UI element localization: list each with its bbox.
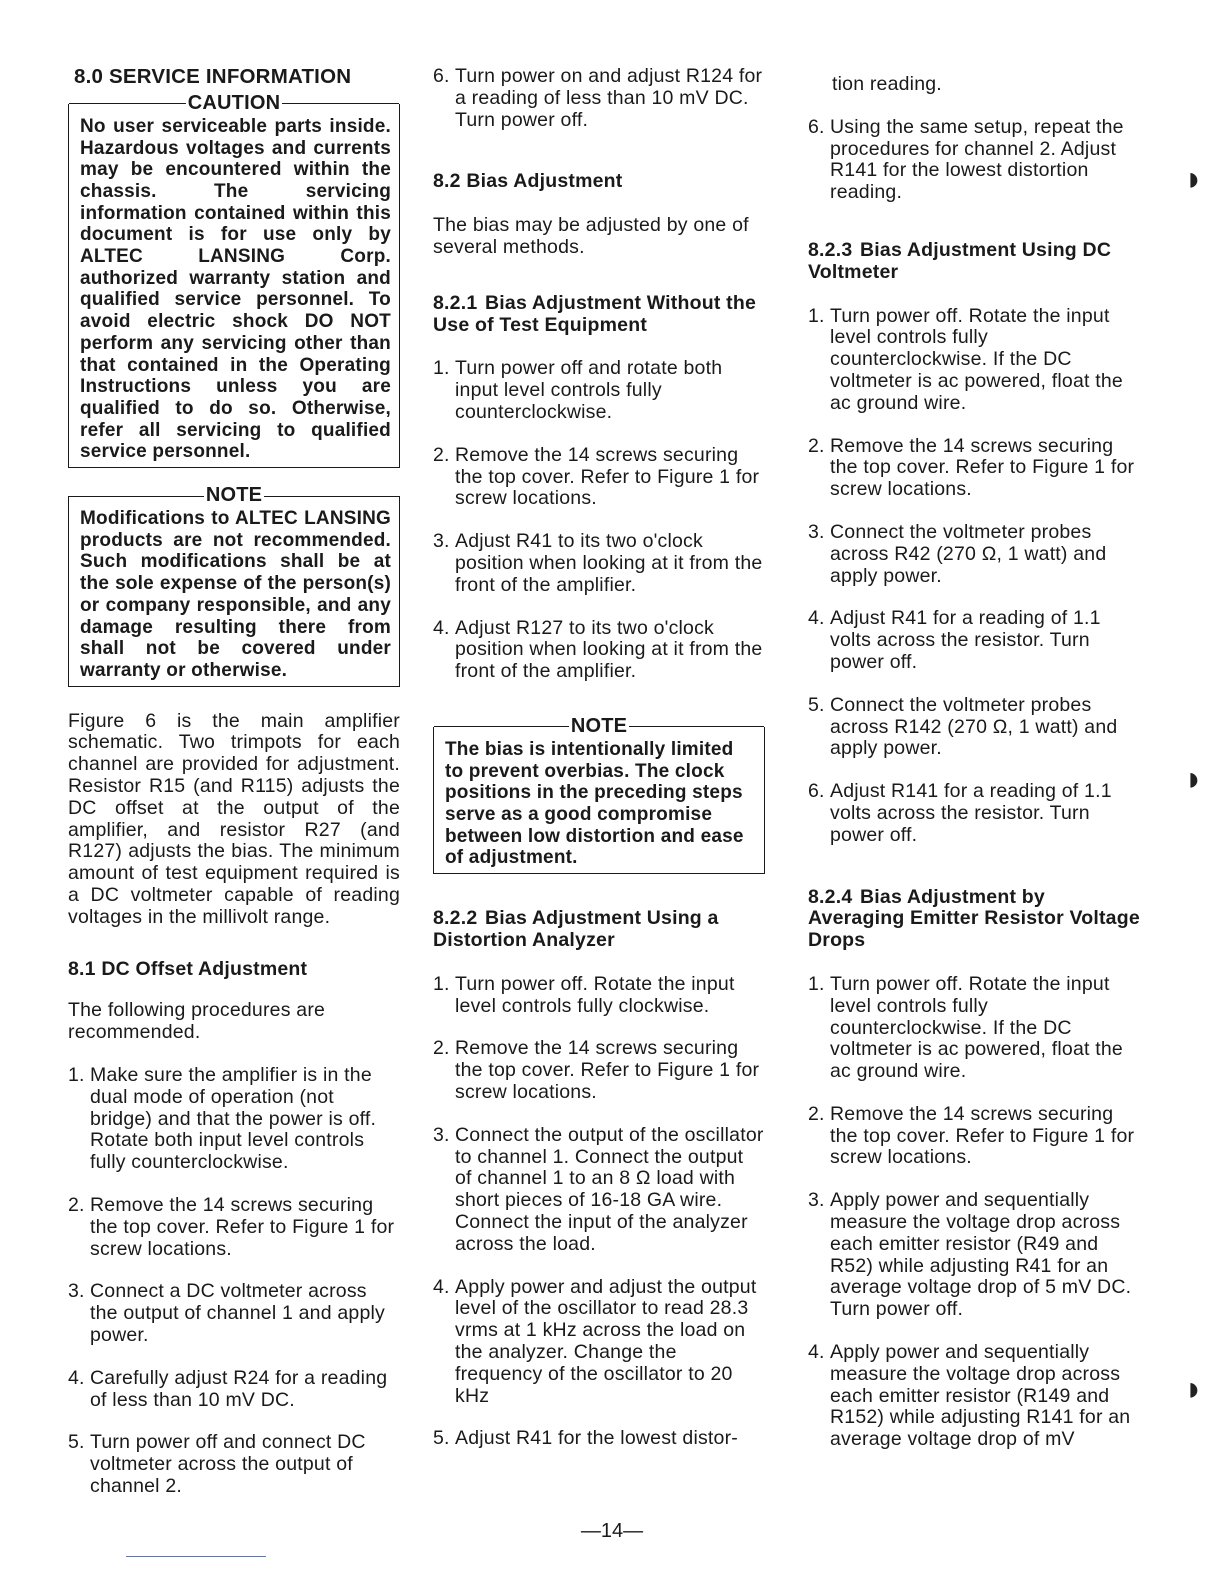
note-caption [434, 716, 764, 738]
step-text: Turn power off. Rotate the input level controls fully clockwise. [455, 972, 735, 1017]
section-heading-text: DC Offset Adjustment [101, 957, 308, 980]
step-number: 3. [808, 1189, 825, 1212]
note-text: Modifications to ALTEC LANSING products are not recommended. Such modifications shall be at the sole expense of the person(s) or company responsible, and any damage resulting there from shall not be covered under warranty or otherwise. [80, 508, 391, 681]
section-8-2-3-heading [808, 240, 1140, 284]
step-number: 6. [433, 65, 450, 87]
step-text: Adjust R41 for the lowest distor- [455, 1427, 738, 1450]
section-8-2-heading [433, 171, 765, 193]
section-number: 8.2.1 [433, 291, 478, 314]
list-item [808, 695, 1140, 760]
list-item [808, 608, 1140, 673]
step-number: 2. [68, 1194, 85, 1217]
step-number: 2. [808, 434, 825, 457]
list-item [68, 1065, 400, 1174]
step-number: 4. [808, 607, 825, 630]
page-number: —14— [580, 1520, 644, 1542]
list-item [808, 781, 1140, 846]
step-text: Connect a DC voltmeter across the output of channel 1 and apply power. [90, 1280, 385, 1346]
step-text: Adjust R141 for a reading of 1.1 volts across the resistor. Turn power off. [830, 780, 1112, 846]
list-item [433, 1277, 765, 1408]
list-item [808, 974, 1140, 1083]
section-number: 8.2.2 [433, 907, 478, 930]
step-text: Adjust R41 to its two o'clock position when looking at it from the front of the amplifier. [455, 530, 763, 596]
step-text: Turn power off and rotate both input level controls fully counterclockwise. [455, 357, 723, 423]
step-number: 3. [433, 1123, 450, 1146]
list-item [68, 1281, 400, 1346]
step-number: 1. [808, 972, 825, 995]
step-number: 5. [433, 1427, 450, 1450]
step-text: Remove the 14 screws securing the top cover. Refer to Figure 1 for screw locations. [455, 443, 760, 510]
step-number: 3. [808, 520, 825, 543]
step-text: Adjust R41 for a reading of 1.1 volts across the resistor. Turn power off. [830, 607, 1101, 673]
step-text: Remove the 14 screws securing the top cover. Refer to Figure 1 for screw locations. [830, 1102, 1135, 1169]
section-8-2-3-steps [808, 306, 1140, 847]
step-text: Turn power off. Rotate the input level controls fully counterclockwise. If the DC voltmeter is ac powered, float the ac ground wire. [830, 304, 1123, 414]
step-number: 6. [808, 780, 825, 803]
step-number: 2. [808, 1102, 825, 1125]
column-1 [68, 66, 400, 1519]
step-number: 5. [68, 1431, 85, 1454]
section-8-2-1-heading [433, 293, 765, 337]
list-item [808, 436, 1140, 501]
list-item [433, 445, 765, 510]
step-text: Apply power and adjust the output level of the oscillator to read 28.3 vrms at 1 kHz across the load on the analyzer. Change the frequency of the oscillator to 20 kHz [455, 1275, 757, 1407]
step-text: Remove the 14 screws securing the top cover. Refer to Figure 1 for screw locations. [90, 1194, 395, 1260]
step-number: 3. [433, 530, 450, 553]
note-box [68, 484, 400, 687]
continued-text: tion reading. [832, 73, 942, 95]
step-number: 6. [808, 115, 825, 138]
list-item [808, 1342, 1140, 1451]
section-8-2-2-heading [433, 908, 765, 952]
step-number: 1. [68, 1064, 85, 1087]
list-item [433, 974, 765, 1018]
step-text: Apply power and sequentially measure the voltage drop across each emitter resistor (R149 and R152) while adjusting R141 for an average voltage drop of mV [830, 1341, 1131, 1451]
step-number: 2. [433, 443, 450, 466]
step-text: Remove the 14 screws securing the top cover. Refer to Figure 1 for screw locations. [455, 1037, 760, 1103]
caution-caption [69, 93, 399, 115]
step-text: Connect the voltmeter probes across R42 (270 Ω, 1 watt) and apply power. [830, 520, 1107, 587]
column-2 [433, 66, 765, 1471]
step-number: 1. [433, 972, 450, 995]
step-text: Connect the output of the oscillator to channel 1. Connect the output of channel 1 to an 8 Ω load with short pieces of 16-18 GA wire. Connect the input of the analyzer across the load. [455, 1123, 764, 1255]
step-text: Remove the 14 screws securing the top cover. Refer to Figure 1 for screw locations. [830, 434, 1135, 501]
step-text: Adjust R127 to its two o'clock position when looking at it from the front of the amplifier. [455, 616, 763, 683]
step-text: Carefully adjust R24 for a reading of less than 10 mV DC. [90, 1366, 388, 1411]
list-item [433, 1038, 765, 1103]
list-item [808, 1104, 1140, 1169]
section-number: 8.2.3 [808, 238, 853, 261]
step-text: Apply power and sequentially measure the voltage drop across each emitter resistor (R49 and R52) while adjusting R41 for an average voltage drop of 5 mV DC. Turn power off. [830, 1189, 1132, 1321]
list-item [433, 531, 765, 596]
section-heading-text: Bias Adjustment Without the Use of Test Equipment [433, 291, 756, 336]
section-8-1-intro: The following procedures are recommended. [68, 999, 326, 1044]
section-8-1-steps [68, 1065, 400, 1498]
section-8-2-4-heading [808, 887, 1140, 952]
list-item [808, 1190, 1140, 1321]
list-item [68, 1195, 400, 1260]
list-item [433, 66, 765, 131]
section-heading-text: Bias Adjustment Using a Distortion Analyzer [433, 907, 719, 951]
note-label: NOTE [205, 484, 263, 507]
column-3 [808, 66, 1140, 1472]
section-8-1-heading [68, 959, 400, 981]
step-number: 2. [433, 1037, 450, 1060]
section-number: 8.2 [433, 170, 461, 193]
section-heading-text: Bias Adjustment [466, 170, 623, 193]
section-8-2-1-steps [433, 358, 765, 683]
intro-paragraph: Figure 6 is the main amplifier schematic. Two trimpots for each channel are provided for adjustment. Resistor R15 (and R115) adjusts the DC offset at the output of the amplifier, and resistor R27 (and R127) adjusts the bias. The minimum amount of test equipment required is a DC voltmeter capable of reading voltages in the millivolt range. [68, 709, 400, 928]
list-item [808, 117, 1140, 204]
step-number: 3. [68, 1280, 85, 1303]
step-text: Make sure the amplifier is in the dual mode of operation (not bridge) and that the power is off. Rotate both input level controls fully counterclockwise. [90, 1064, 377, 1174]
step-text: Turn power off and connect DC voltmeter across the output of channel 2. [90, 1431, 366, 1497]
binder-hole-icon: ◗ [1183, 1370, 1204, 1408]
list-item [68, 1432, 400, 1497]
binder-hole-icon: ◗ [1183, 760, 1204, 798]
caution-box [68, 91, 400, 468]
section-number: 8.2.4 [808, 885, 853, 908]
step-text: Turn power off. Rotate the input level controls fully counterclockwise. If the DC voltmeter is ac powered, float the ac ground wire. [830, 972, 1123, 1083]
caution-text: No user serviceable parts inside. Hazardous voltages and currents may be encountered within the chassis. The servicing information contained within this document is for use only by ALTEC LANSING Corp. authorized warranty station and qualified service personnel. To avoid electric shock DO NOT perform any servicing other than that contained in the Operating Instructions unless you are qualified to do so. Otherwise, refer all servicing to qualified service personnel. [80, 115, 391, 463]
section-8-1-steps-continued [433, 66, 765, 131]
step-number: 4. [433, 1275, 450, 1298]
list-item [808, 306, 1140, 415]
step-text: Connect the voltmeter probes across R142 (270 Ω, 1 watt) and apply power. [830, 693, 1118, 760]
note-box [433, 715, 765, 874]
section-8-2-2-steps-continued [808, 117, 1140, 204]
step-number: 4. [433, 616, 450, 639]
note-caption [69, 485, 399, 507]
step-text: Turn power on and adjust R124 for a reading of less than 10 mV DC. Turn power off. [455, 65, 763, 131]
section-8-2-2-steps [433, 974, 765, 1450]
section-number: 8.1 [68, 957, 96, 980]
list-item [433, 358, 765, 423]
caution-label: CAUTION [187, 91, 281, 114]
step-number: 4. [808, 1341, 825, 1364]
list-item [433, 618, 765, 683]
note-text: The bias is intentionally limited to prevent overbias. The clock positions in the preceding steps serve as a good compromise between low distortion and ease of adjustment. [445, 738, 744, 869]
step-text: Using the same setup, repeat the procedures for channel 2. Adjust R141 for the lowest distortion reading. [830, 115, 1124, 204]
step-number: 4. [68, 1366, 85, 1389]
step-number: 1. [433, 357, 450, 380]
divider [126, 1556, 266, 1557]
binder-hole-icon: ◗ [1183, 160, 1204, 198]
list-item [433, 1428, 765, 1450]
section-8-2-text: The bias may be adjusted by one of several methods. [433, 214, 749, 258]
note-label: NOTE [570, 715, 628, 738]
section-title: 8.0 SERVICE INFORMATION [74, 65, 352, 88]
section-heading-text: Bias Adjustment by Averaging Emitter Resistor Voltage Drops [808, 885, 1140, 952]
step-number: 5. [808, 693, 825, 716]
step-number: 1. [808, 304, 825, 327]
section-heading-text: Bias Adjustment Using DC Voltmeter [808, 238, 1112, 283]
list-item [808, 522, 1140, 587]
section-8-2-4-steps [808, 974, 1140, 1451]
list-item [68, 1368, 400, 1412]
list-item [433, 1125, 765, 1256]
